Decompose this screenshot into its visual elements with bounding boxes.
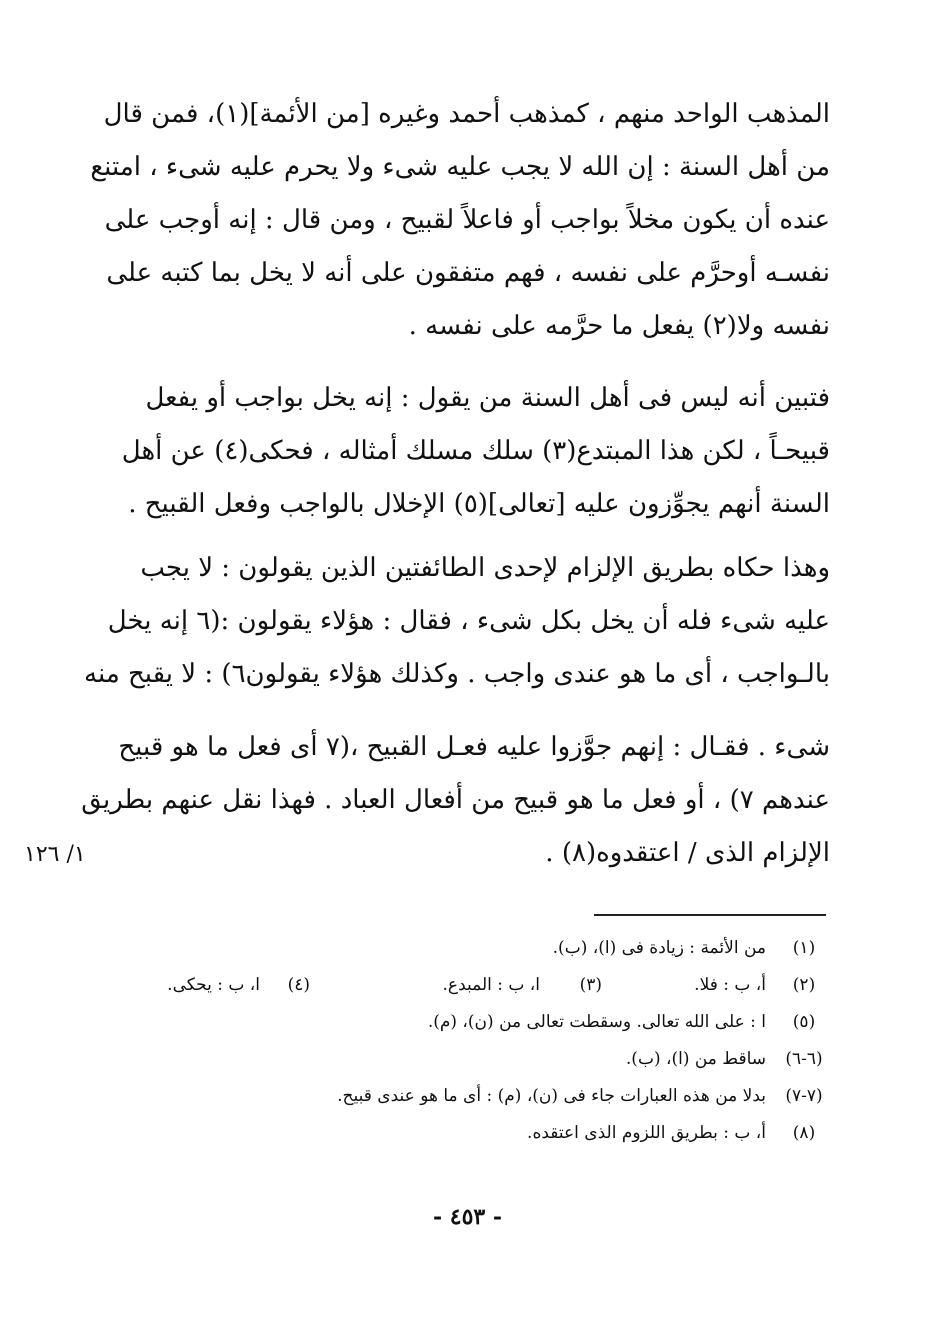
footnote-text: أ، ب : فلا.: [694, 975, 766, 995]
text-line: السنة أنهم يجوِّزون عليه [تعالى](٥) الإخلال بالواجب وفعل القبيح .: [128, 489, 830, 519]
footnote-number: (٨): [792, 1123, 816, 1143]
footnote-text: ساقط من (ا)، (ب).: [625, 1049, 766, 1069]
page-number: - ٤٥٣ -: [432, 1204, 503, 1230]
footnote-number: (٣): [579, 975, 602, 995]
text-line: نفسـه أوحرَّم على نفسه ، فهم متفقون على أنه لا يخل بما كتبه على: [106, 258, 830, 288]
footnote-text: ا : على الله تعالى. وسقطت تعالى من (ن)، (م).: [427, 1012, 766, 1032]
text-line: نفسه ولا(٢) يفعل ما حرَّمه على نفسه .: [408, 311, 830, 341]
text-line: عليه شىء فله أن يخل بكل شىء ، فقال : هؤلاء يقولون :(٦ إنه يخل: [107, 606, 830, 636]
footnote-number: (٤): [287, 975, 310, 995]
text-line: فتبين أنه ليس فى أهل السنة من يقول : إنه يخل بواجب أو يفعل: [145, 383, 830, 413]
text-line: عندهم ٧) ، أو فعل ما هو قبيح من أفعال العباد . فهذا نقل عنهم بطريق: [81, 785, 830, 815]
text-line: قبيحـاً ، لكن هذا المبتدع(٣) سلك مسلك أمثاله ، فحكى(٤) عن أهل: [121, 436, 830, 466]
footnote-number: (٧-٧): [785, 1086, 823, 1106]
footnote-5: [130, 1004, 830, 1041]
footnote-row-2-3-4: [130, 967, 830, 1004]
footnote-number: (٢): [792, 975, 816, 995]
footnote-1: [130, 930, 830, 967]
text-line: وهذا حكاه بطريق الإلزام لإحدى الطائفتين الذين يقولون : لا يجب: [140, 553, 830, 583]
footnote-number: (٦-٦): [785, 1049, 823, 1069]
footnote-7: [130, 1078, 830, 1115]
paragraph-3: [84, 542, 830, 701]
footnotes: [130, 930, 830, 1152]
footnote-number: (٥): [792, 1012, 816, 1032]
margin-reference: ١/ ١٢٦: [24, 842, 86, 867]
text-line: عنده أن يكون مخلاً بواجب أو فاعلاً لقبيح ، ومن قال : إنه أوجب على: [104, 205, 830, 235]
footnote-separator: [594, 914, 826, 916]
footnote-text: ا، ب : المبدع.: [442, 975, 540, 995]
text-line: بالـواجب ، أى ما هو عندى واجب . وكذلك هؤلاء يقولون٦) : لا يقبح منه: [84, 659, 830, 689]
footnote-text: ا، ب : يحكى.: [167, 975, 260, 995]
text-line: من أهل السنة : إن الله لا يجب عليه شىء ولا يحرم عليه شىء ، امتنع: [90, 152, 830, 182]
paragraph-4: [81, 721, 830, 880]
footnote-6: [130, 1041, 830, 1078]
footnote-text: أ، ب : بطريق اللزوم الذى اعتقده.: [527, 1123, 766, 1143]
paragraph-1: [90, 88, 830, 353]
paragraph-2: [121, 372, 830, 531]
text-line: الإلزام الذى / اعتقدوه(٨) .: [545, 838, 830, 868]
footnote-8: [130, 1115, 830, 1152]
footnote-text: من الأئمة : زيادة فى (ا)، (ب).: [552, 938, 766, 958]
footnote-text: بدلا من هذه العبارات جاء فى (ن)، (م) : أى ما هو عندى قبيح.: [337, 1086, 766, 1106]
footnote-number: (١): [792, 938, 816, 958]
text-line: شىء . فقـال : إنهم جوَّزوا عليه فعـل القبيح ،(٧ أى فعل ما هو قبيح: [118, 732, 830, 762]
text-line: المذهب الواحد منهم ، كمذهب أحمد وغيره [من الأئمة](١)، فمن قال: [103, 99, 830, 129]
